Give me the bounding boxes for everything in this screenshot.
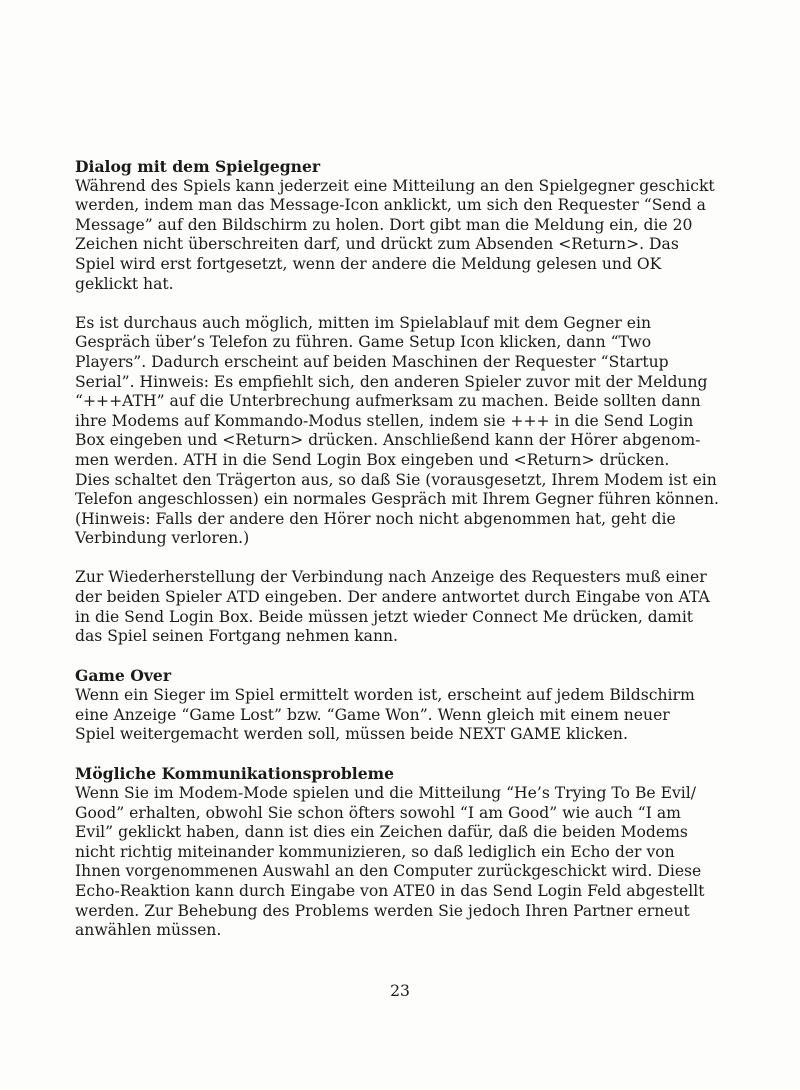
text-line: men werden. ATH in die Send Login Box eingeben und <Return> drücken. [75,450,670,469]
text-line: werden. Zur Behebung des Problems werden Sie jedoch Ihren Partner erneut [75,901,690,920]
section-communication-problems [75,764,735,940]
text-line: ihre Modems auf Kommando-Modus stellen, indem sie +++ in die Send Login [75,411,694,430]
paragraph [75,686,735,745]
text-line: Echo-Reaktion kann durch Eingabe von ATE0 in das Send Login Feld abgestellt [75,881,705,900]
text-line: Players”. Dadurch erscheint auf beiden Maschinen der Requester “Startup [75,352,669,371]
text-line: “+++ATH” auf die Unterbrechung aufmerksam zu machen. Beide sollten dann [75,392,701,411]
section-heading: Dialog mit dem Spielgegner [75,157,321,176]
text-line: Spiel wird erst fortgesetzt, wenn der andere die Meldung gelesen und OK [75,254,662,273]
text-line: Spiel weitergemacht werden soll, müssen beide NEXT GAME klicken. [75,725,628,744]
text-line: Box eingeben und <Return> drücken. Anschließend kann der Hörer abgenom- [75,431,701,450]
text-line: Telefon angeschlossen) ein normales Gespräch mit Ihrem Gegner führen können. [75,490,719,509]
text-line: in die Send Login Box. Beide müssen jetzt wieder Connect Me drücken, damit [75,607,694,626]
page-number: 23 [390,982,410,1000]
text-line: Gespräch über’s Telefon zu führen. Game Setup Icon klicken, dann “Two [75,333,652,352]
text-line: Verbindung verloren.) [75,529,250,548]
text-line: eine Anzeige “Game Lost” bzw. “Game Won”. Wenn gleich mit einem neuer [75,705,670,724]
text-line: geklickt hat. [75,274,174,293]
text-line: werden, indem man das Message-Icon anklickt, um sich den Requester “Send a [75,196,706,215]
text-line: Dies schaltet den Trägerton aus, so daß Sie (vorausgesetzt, Ihrem Modem ist ein [75,470,717,489]
text-line: Zeichen nicht überschreiten darf, und drückt zum Absenden <Return>. Das [75,235,679,254]
text-line: der beiden Spieler ATD eingeben. Der andere antwortet durch Eingabe von ATA [75,588,710,607]
paragraph [75,568,735,646]
paragraph [75,314,735,549]
text-line: Zur Wiederherstellung der Verbindung nach Anzeige des Requesters muß einer [75,568,707,587]
section-game-over [75,666,735,744]
text-line: Ihnen vorgenommenen Auswahl an den Computer zurückgeschickt wird. Diese [75,862,702,881]
text-line: nicht richtig miteinander kommunizieren, so daß lediglich ein Echo der von [75,842,675,861]
text-line: Es ist durchaus auch möglich, mitten im Spielablauf mit dem Gegner ein [75,313,652,332]
page-content [75,157,735,941]
text-line: Good” erhalten, obwohl Sie schon öfters sowohl “I am Good” wie auch “I am [75,803,681,822]
text-line: Serial”. Hinweis: Es empfiehlt sich, den anderen Spieler zuvor mit der Meldung [75,372,708,391]
text-line: anwählen müssen. [75,921,222,940]
text-line: Evil” geklickt haben, dann ist dies ein Zeichen dafür, daß die beiden Modems [75,823,688,842]
text-line: Message” auf den Bildschirm zu holen. Dort gibt man die Meldung ein, die 20 [75,215,693,234]
section-heading: Game Over [75,666,172,686]
section-heading: Mögliche Kommunikationsprobleme [75,764,395,784]
paragraph [75,784,735,941]
text-line: Während des Spiels kann jederzeit eine Mitteilung an den Spielgegner geschickt [75,176,715,195]
text-line: Wenn Sie im Modem-Mode spielen und die Mitteilung “He’s Trying To Be Evil/ [75,784,697,802]
text-line: das Spiel seinen Fortgang nehmen kann. [75,627,399,646]
text-line: (Hinweis: Falls der andere den Hörer noch nicht abgenommen hat, geht die [75,509,676,528]
paragraph [75,177,735,295]
section-dialog [75,157,735,647]
text-line: Wenn ein Sieger im Spiel ermittelt worden ist, erscheint auf jedem Bildschirm [75,686,695,705]
